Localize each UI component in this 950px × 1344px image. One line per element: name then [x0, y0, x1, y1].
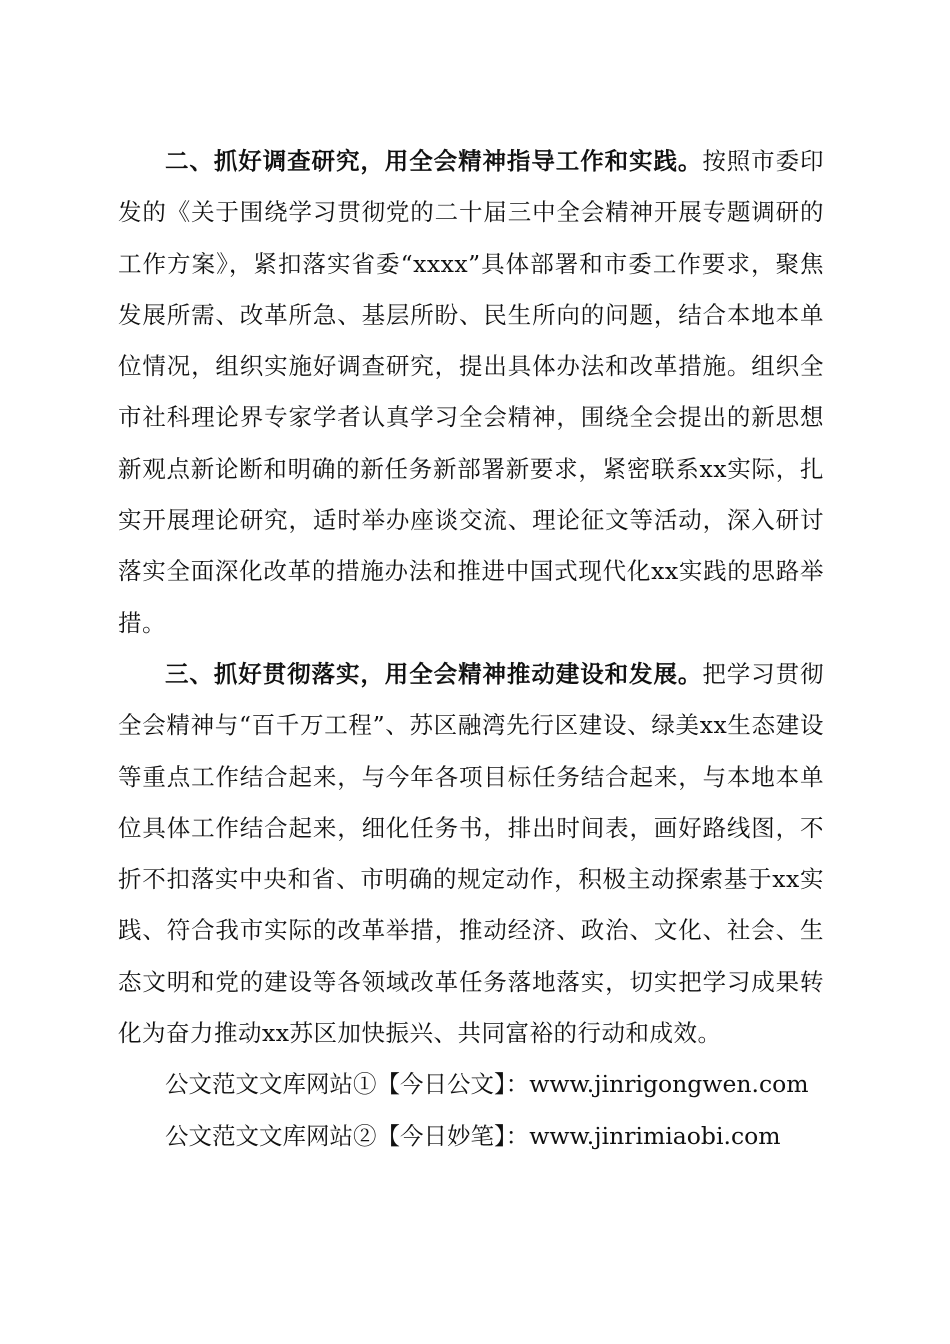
paragraph-text: 按照市委印发的《关于围绕学习贯彻党的二十届三中全会精神开展专题调研的工作方案》，紧扣落实省委“xxxx”具体部署和市委工作要求，聚焦发展所需、改革所急、基层所盼、民生所向的问题，结合本地本单位情况，组织实施好调查研究，提出具体办法和改革措施。组织全市社科理论界专家学者认真学习全会精神，围绕全会提出的新思想新观点新论断和明确的新任务新部署新要求，紧密联系xx实际，扎实开展理论研究，适时举办座谈交流、理论征文等活动，深入研讨落实全面深化改革的措施办法和推进中国式现代化xx实践的思路举措。	[118, 147, 825, 637]
paragraph-heading: 三、抓好贯彻落实，用全会精神推动建设和发展。	[165, 659, 703, 688]
footer-line-1	[118, 1059, 824, 1110]
paragraph-2	[118, 136, 824, 649]
footer-label: 公文范文文库网站①【今日公文】：	[165, 1070, 530, 1099]
footer-label: 公文范文文库网站②【今日妙笔】：	[165, 1121, 530, 1150]
footer-link[interactable]: www.jinrigongwen.com	[529, 1070, 809, 1099]
paragraph-3	[118, 649, 824, 1059]
footer-link[interactable]: www.jinrimiaobi.com	[529, 1121, 781, 1150]
footer-line-2	[118, 1111, 824, 1162]
document-body	[118, 136, 824, 1162]
paragraph-heading: 二、抓好调查研究，用全会精神指导工作和实践。	[165, 147, 703, 175]
paragraph-text: 把学习贯彻全会精神与“百千万工程”、苏区融湾先行区建设、绿美xx生态建设等重点工作结合起来，与今年各项目标任务结合起来，与本地本单位具体工作结合起来，细化任务书，排出时间表，画好路线图，不折不扣落实中央和省、市明确的规定动作，积极主动探索基于xx实践、符合我市实际的改革举措，推动经济、政治、文化、社会、生态文明和党的建设等各领域改革任务落地落实，切实把学习成果转化为奋力推动xx苏区加快振兴、共同富裕的行动和成效。	[118, 659, 825, 1048]
